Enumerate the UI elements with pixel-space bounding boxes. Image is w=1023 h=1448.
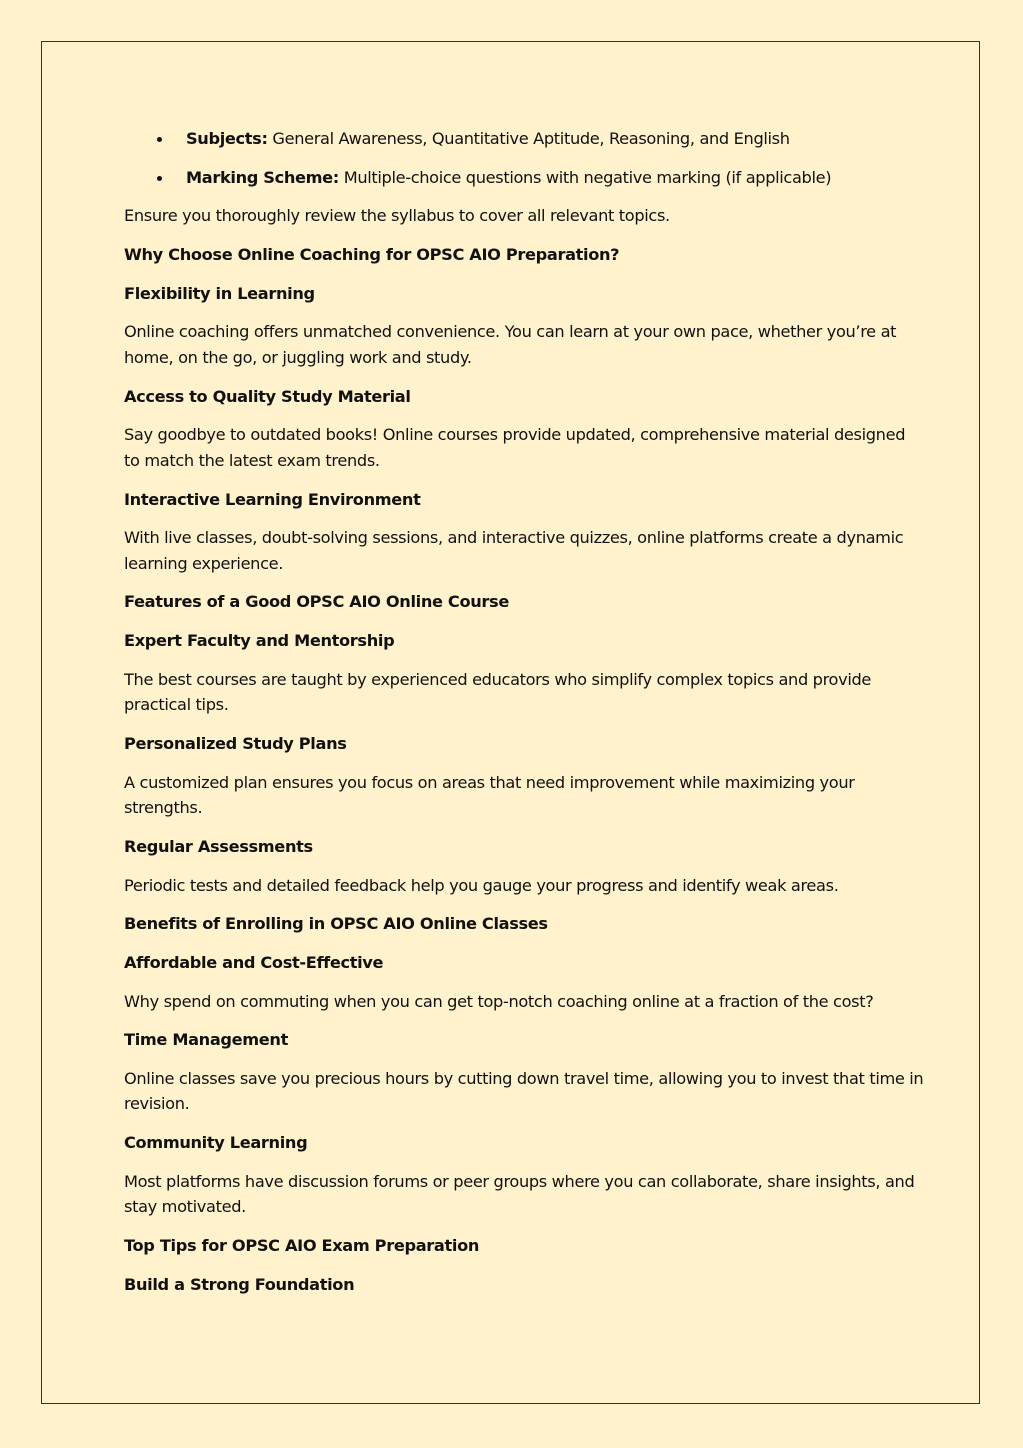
subheading: Build a Strong Foundation (124, 1274, 355, 1294)
subheading: Community Learning (124, 1133, 308, 1153)
document-page (41, 41, 980, 1404)
paragraph: Most platforms have discussion forums or peer groups where you can collaborate, share insights, and stay motivated. (124, 1171, 915, 1217)
section-heading: Why Choose Online Coaching for OPSC AIO Preparation? (124, 245, 620, 265)
subheading: Flexibility in Learning (124, 283, 315, 303)
section-heading: Benefits of Enrolling in OPSC AIO Online Classes (124, 914, 548, 934)
subheading: Expert Faculty and Mentorship (124, 631, 395, 651)
paragraph: Say goodbye to outdated books! Online courses provide updated, comprehensive material designed to match the latest exam trends. (124, 425, 906, 470)
list-item-label: Marking Scheme: (186, 167, 339, 187)
subheading: Regular Assessments (124, 836, 313, 856)
subheading: Personalized Study Plans (124, 733, 347, 753)
list-item (124, 126, 924, 152)
subheading: Affordable and Cost-Effective (124, 952, 384, 972)
subheading: Interactive Learning Environment (124, 489, 421, 509)
paragraph: Why spend on commuting when you can get top-notch coaching online at a fraction of the cost? (124, 991, 874, 1011)
section-heading: Features of a Good OPSC AIO Online Course (124, 592, 509, 612)
paragraph: A customized plan ensures you focus on areas that need improvement while maximizing your strengths. (124, 772, 855, 818)
paragraph: Periodic tests and detailed feedback help you gauge your progress and identify weak areas. (124, 875, 839, 895)
paragraph: The best courses are taught by experienced educators who simplify complex topics and provide practical tips. (124, 669, 872, 715)
paragraph: Online classes save you precious hours by cutting down travel time, allowing you to invest that time in revision. (124, 1068, 924, 1114)
list-item (124, 165, 924, 191)
subheading: Time Management (124, 1030, 288, 1050)
document-body (124, 126, 924, 1310)
list-item-text: Multiple-choice questions with negative marking (if applicable) (338, 167, 832, 187)
paragraph: With live classes, doubt-solving sessions, and interactive quizzes, online platforms create a dynamic learning experience. (124, 528, 904, 573)
subheading: Access to Quality Study Material (124, 386, 411, 406)
list-item-label: Subjects: (186, 129, 268, 148)
paragraph: Online coaching offers unmatched convenience. You can learn at your own pace, whether you’re at home, on the go, or juggling work and study. (124, 322, 897, 367)
list-item-text: General Awareness, Quantitative Aptitude, Reasoning, and English (267, 129, 790, 148)
exam-pattern-list (124, 126, 924, 190)
paragraph: Ensure you thoroughly review the syllabus to cover all relevant topics. (124, 206, 670, 226)
section-heading: Top Tips for OPSC AIO Exam Preparation (124, 1236, 480, 1255)
